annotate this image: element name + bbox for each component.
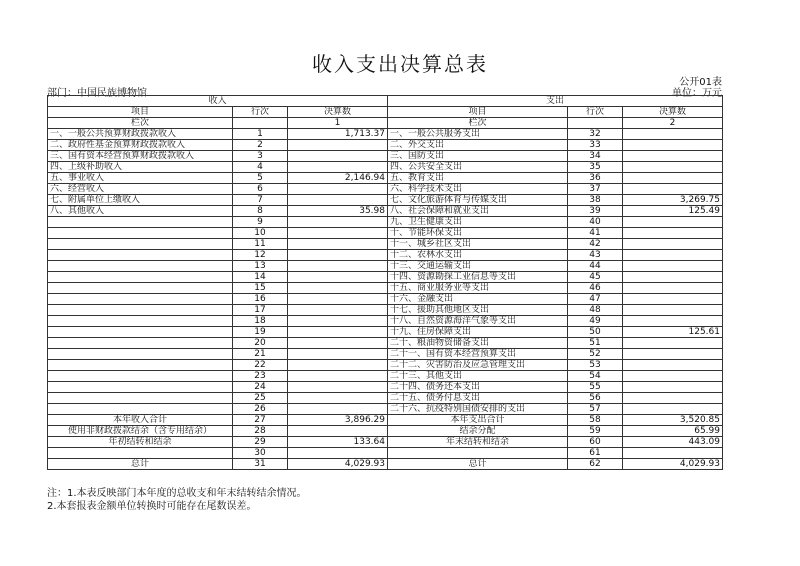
- income-line-cell: 7: [233, 195, 288, 206]
- income-line-header: 行次: [233, 107, 288, 118]
- income-amount-cell: [288, 382, 388, 393]
- expense-item-cell: 十四、资源勘探工业信息等支出: [388, 272, 568, 283]
- expense-item-cell: [388, 448, 568, 459]
- income-amount-cell: [288, 316, 388, 327]
- expense-line-cell: 32: [568, 129, 623, 140]
- income-line-cell: 15: [233, 283, 288, 294]
- income-item-cell: 五、事业收入: [48, 173, 233, 184]
- expense-line-cell: 43: [568, 250, 623, 261]
- expense-item-cell: 七、文化旅游体育与传媒支出: [388, 195, 568, 206]
- income-line-cell: 29: [233, 437, 288, 448]
- header-row-lanci: [48, 118, 723, 129]
- income-line-cell: 18: [233, 316, 288, 327]
- expense-amount-cell: 4,029.93: [623, 459, 723, 470]
- income-item-cell: [48, 228, 233, 239]
- expense-amount-cell: 65.99: [623, 426, 723, 437]
- expense-item-cell: 十五、商业服务业等支出: [388, 283, 568, 294]
- expense-item-cell: 二十六、抗疫特别国债安排的支出: [388, 404, 568, 415]
- income-amount-cell: [288, 272, 388, 283]
- expense-item-cell: 二十三、其他支出: [388, 371, 568, 382]
- income-amount-cell: [288, 393, 388, 404]
- expense-amount-cell: [623, 250, 723, 261]
- table-row: [48, 184, 723, 195]
- table-row: [48, 338, 723, 349]
- expense-line-cell: 51: [568, 338, 623, 349]
- expense-amount-cell: [623, 294, 723, 305]
- table-row: [48, 327, 723, 338]
- expense-line-cell: 45: [568, 272, 623, 283]
- expense-amount-cell: [623, 217, 723, 228]
- income-item-cell: [48, 360, 233, 371]
- income-item-cell: [48, 239, 233, 250]
- income-item-cell: [48, 349, 233, 360]
- income-amount-cell: [288, 195, 388, 206]
- summary-row: [48, 415, 723, 426]
- expense-line-cell: 62: [568, 459, 623, 470]
- table-row: [48, 316, 723, 327]
- income-line-cell: 6: [233, 184, 288, 195]
- income-line-cell: 17: [233, 305, 288, 316]
- expense-item-cell: 总计: [388, 459, 568, 470]
- expense-amount-cell: 3,269.75: [623, 195, 723, 206]
- expense-line-cell: 33: [568, 140, 623, 151]
- expense-line-cell: 47: [568, 294, 623, 305]
- income-item-cell: 八、其他收入: [48, 206, 233, 217]
- expense-item-cell: 一、一般公共服务支出: [388, 129, 568, 140]
- income-item-cell: [48, 283, 233, 294]
- income-item-cell: [48, 305, 233, 316]
- expense-item-cell: 十、节能环保支出: [388, 228, 568, 239]
- expense-item-cell: 十七、援助其他地区支出: [388, 305, 568, 316]
- report-title: 收入支出决算总表: [312, 52, 488, 76]
- expense-line-cell: 44: [568, 261, 623, 272]
- expense-item-cell: 九、卫生健康支出: [388, 217, 568, 228]
- table-row: [48, 360, 723, 371]
- income-amount-cell: [288, 338, 388, 349]
- income-item-cell: 三、国有资本经营预算财政拨款收入: [48, 151, 233, 162]
- expense-amount-cell: [623, 151, 723, 162]
- expense-line-cell: 61: [568, 448, 623, 459]
- table-row: [48, 140, 723, 151]
- expense-amount-cell: [623, 228, 723, 239]
- income-amount-cell: 3,896.29: [288, 415, 388, 426]
- income-item-cell: [48, 448, 233, 459]
- income-amount-cell: [288, 261, 388, 272]
- expense-line-cell: 37: [568, 184, 623, 195]
- income-item-cell: [48, 294, 233, 305]
- income-line-cell: 8: [233, 206, 288, 217]
- income-item-cell: [48, 338, 233, 349]
- expense-item-cell: 四、公共安全支出: [388, 162, 568, 173]
- income-amount-cell: [288, 250, 388, 261]
- income-amount-cell: [288, 162, 388, 173]
- income-line-cell: 12: [233, 250, 288, 261]
- income-line-cell: 30: [233, 448, 288, 459]
- income-amount-cell: [288, 404, 388, 415]
- table-row: [48, 305, 723, 316]
- expense-line-cell: 59: [568, 426, 623, 437]
- income-item-cell: [48, 250, 233, 261]
- income-col-number: 1: [288, 118, 388, 129]
- income-item-cell: [48, 382, 233, 393]
- expense-item-cell: 十一、城乡社区支出: [388, 239, 568, 250]
- income-line-cell: 14: [233, 272, 288, 283]
- income-item-cell: [48, 217, 233, 228]
- income-amount-header: 决算数: [288, 107, 388, 118]
- income-line-cell: 16: [233, 294, 288, 305]
- income-item-cell: [48, 371, 233, 382]
- income-line-cell: 23: [233, 371, 288, 382]
- income-line-cell: 27: [233, 415, 288, 426]
- table-row: [48, 239, 723, 250]
- expense-line-cell: 41: [568, 228, 623, 239]
- expense-line-cell: 57: [568, 404, 623, 415]
- expense-lanci-label: 栏次: [388, 118, 568, 129]
- expense-amount-cell: [623, 316, 723, 327]
- expense-item-cell: 二十四、债务还本支出: [388, 382, 568, 393]
- income-amount-cell: [288, 371, 388, 382]
- income-lanci-blank: [233, 118, 288, 129]
- header-row-sections: [48, 96, 723, 107]
- expense-amount-cell: [623, 239, 723, 250]
- expense-line-cell: 34: [568, 151, 623, 162]
- table-row: [48, 195, 723, 206]
- income-amount-cell: [288, 151, 388, 162]
- expense-amount-cell: [623, 129, 723, 140]
- summary-row: [48, 437, 723, 448]
- expense-item-cell: 结余分配: [388, 426, 568, 437]
- income-line-cell: 9: [233, 217, 288, 228]
- income-amount-cell: [288, 140, 388, 151]
- expense-item-cell: 二十二、灾害防治及应急管理支出: [388, 360, 568, 371]
- income-line-cell: 2: [233, 140, 288, 151]
- income-amount-cell: 1,713.37: [288, 129, 388, 140]
- expense-amount-cell: 125.49: [623, 206, 723, 217]
- income-amount-cell: [288, 294, 388, 305]
- income-line-cell: 13: [233, 261, 288, 272]
- income-amount-cell: [288, 283, 388, 294]
- summary-row: [48, 448, 723, 459]
- income-item-cell: 七、附属单位上缴收入: [48, 195, 233, 206]
- expense-line-cell: 36: [568, 173, 623, 184]
- footnotes: [47, 487, 307, 513]
- expense-line-cell: 52: [568, 349, 623, 360]
- income-line-cell: 11: [233, 239, 288, 250]
- income-item-cell: 一、一般公共预算财政拨款收入: [48, 129, 233, 140]
- expense-item-cell: 本年支出合计: [388, 415, 568, 426]
- expense-item-cell: 二十一、国有资本经营预算支出: [388, 349, 568, 360]
- table-row: [48, 162, 723, 173]
- table-row: [48, 228, 723, 239]
- table-row: [48, 173, 723, 184]
- expense-item-cell: 二十五、债务付息支出: [388, 393, 568, 404]
- income-line-cell: 19: [233, 327, 288, 338]
- expense-item-cell: 五、教育支出: [388, 173, 568, 184]
- expense-amount-cell: 443.09: [623, 437, 723, 448]
- income-line-cell: 22: [233, 360, 288, 371]
- table-row: [48, 404, 723, 415]
- table-row: [48, 129, 723, 140]
- income-item-cell: 年初结转和结余: [48, 437, 233, 448]
- income-item-cell: [48, 393, 233, 404]
- table-row: [48, 151, 723, 162]
- expense-line-cell: 39: [568, 206, 623, 217]
- expense-amount-cell: [623, 349, 723, 360]
- income-line-cell: 25: [233, 393, 288, 404]
- expense-item-cell: 年末结转和结余: [388, 437, 568, 448]
- income-item-cell: 二、政府性基金预算财政拨款收入: [48, 140, 233, 151]
- expense-item-cell: 二、外交支出: [388, 140, 568, 151]
- summary-row: [48, 459, 723, 470]
- expense-amount-cell: [623, 448, 723, 459]
- table-row: [48, 393, 723, 404]
- expense-line-cell: 40: [568, 217, 623, 228]
- summary-row: [48, 426, 723, 437]
- expense-line-cell: 54: [568, 371, 623, 382]
- footnote-1: 注：1.本表反映部门本年度的总收支和年末结转结余情况。: [47, 488, 307, 499]
- income-amount-cell: 133.64: [288, 437, 388, 448]
- income-amount-cell: [288, 239, 388, 250]
- expense-item-cell: 十二、农林水支出: [388, 250, 568, 261]
- income-amount-cell: [288, 327, 388, 338]
- expense-lanci-blank: [568, 118, 623, 129]
- income-amount-cell: [288, 228, 388, 239]
- income-item-cell: [48, 404, 233, 415]
- header-row-columns: [48, 107, 723, 118]
- expense-amount-cell: [623, 360, 723, 371]
- income-line-cell: 28: [233, 426, 288, 437]
- expense-col-number: 2: [623, 118, 723, 129]
- expense-line-cell: 55: [568, 382, 623, 393]
- income-line-cell: 20: [233, 338, 288, 349]
- income-item-cell: 总计: [48, 459, 233, 470]
- expense-line-cell: 48: [568, 305, 623, 316]
- expense-line-cell: 49: [568, 316, 623, 327]
- income-item-header: 项目: [48, 107, 233, 118]
- table-row: [48, 206, 723, 217]
- income-line-cell: 21: [233, 349, 288, 360]
- income-amount-cell: 2,146.94: [288, 173, 388, 184]
- income-item-cell: [48, 261, 233, 272]
- expense-item-cell: 二十、粮油物资储备支出: [388, 338, 568, 349]
- income-amount-cell: [288, 305, 388, 316]
- table-row: [48, 294, 723, 305]
- income-amount-cell: [288, 349, 388, 360]
- income-amount-cell: 35.98: [288, 206, 388, 217]
- income-item-cell: [48, 272, 233, 283]
- expense-item-cell: 十六、金融支出: [388, 294, 568, 305]
- expense-amount-cell: [623, 162, 723, 173]
- income-item-cell: 使用非财政拨款结余（含专用结余）: [48, 426, 233, 437]
- income-item-cell: [48, 316, 233, 327]
- table-row: [48, 283, 723, 294]
- income-amount-cell: [288, 360, 388, 371]
- expense-item-cell: 十三、交通运输支出: [388, 261, 568, 272]
- income-section-header: 收入: [48, 96, 388, 107]
- table-row: [48, 272, 723, 283]
- expense-line-header: 行次: [568, 107, 623, 118]
- expense-line-cell: 53: [568, 360, 623, 371]
- income-line-cell: 26: [233, 404, 288, 415]
- expense-amount-cell: [623, 382, 723, 393]
- income-line-cell: 5: [233, 173, 288, 184]
- expense-item-cell: 三、国防支出: [388, 151, 568, 162]
- income-line-cell: 4: [233, 162, 288, 173]
- expense-item-cell: 十九、住房保障支出: [388, 327, 568, 338]
- income-item-cell: 本年收入合计: [48, 415, 233, 426]
- expense-item-cell: 六、科学技术支出: [388, 184, 568, 195]
- table-row: [48, 371, 723, 382]
- expense-amount-cell: [623, 371, 723, 382]
- expense-line-cell: 38: [568, 195, 623, 206]
- expense-section-header: 支出: [388, 96, 723, 107]
- expense-amount-header: 决算数: [623, 107, 723, 118]
- footnote-2: 2.本套报表金额单位转换时可能存在尾数误差。: [47, 501, 257, 512]
- income-line-cell: 24: [233, 382, 288, 393]
- expense-line-cell: 56: [568, 393, 623, 404]
- income-expense-table: [47, 95, 723, 470]
- table-row: [48, 261, 723, 272]
- expense-amount-cell: [623, 393, 723, 404]
- form-code: 公开01表: [679, 77, 722, 88]
- income-line-cell: 3: [233, 151, 288, 162]
- expense-item-cell: 八、社会保障和就业支出: [388, 206, 568, 217]
- table-row: [48, 382, 723, 393]
- expense-line-cell: 42: [568, 239, 623, 250]
- table-row: [48, 349, 723, 360]
- expense-line-cell: 35: [568, 162, 623, 173]
- income-amount-cell: [288, 426, 388, 437]
- expense-amount-cell: [623, 261, 723, 272]
- income-amount-cell: [288, 217, 388, 228]
- income-lanci-label: 栏次: [48, 118, 233, 129]
- income-amount-cell: 4,029.93: [288, 459, 388, 470]
- expense-amount-cell: 125.61: [623, 327, 723, 338]
- income-amount-cell: [288, 448, 388, 459]
- table-row: [48, 217, 723, 228]
- expense-item-cell: 十八、自然资源海洋气象等支出: [388, 316, 568, 327]
- income-amount-cell: [288, 184, 388, 195]
- income-item-cell: 六、经营收入: [48, 184, 233, 195]
- income-item-cell: 四、上级补助收入: [48, 162, 233, 173]
- expense-amount-cell: [623, 404, 723, 415]
- table-row: [48, 250, 723, 261]
- expense-amount-cell: [623, 140, 723, 151]
- expense-amount-cell: [623, 305, 723, 316]
- expense-line-cell: 50: [568, 327, 623, 338]
- income-line-cell: 10: [233, 228, 288, 239]
- income-line-cell: 31: [233, 459, 288, 470]
- expense-amount-cell: 3,520.85: [623, 415, 723, 426]
- expense-amount-cell: [623, 283, 723, 294]
- income-line-cell: 1: [233, 129, 288, 140]
- expense-line-cell: 60: [568, 437, 623, 448]
- expense-amount-cell: [623, 272, 723, 283]
- income-item-cell: [48, 327, 233, 338]
- expense-amount-cell: [623, 173, 723, 184]
- expense-item-header: 项目: [388, 107, 568, 118]
- expense-amount-cell: [623, 338, 723, 349]
- expense-amount-cell: [623, 184, 723, 195]
- expense-line-cell: 58: [568, 415, 623, 426]
- department-label: 部门：中国民族博物馆: [47, 88, 147, 99]
- expense-line-cell: 46: [568, 283, 623, 294]
- unit-label: 单位：万元: [672, 88, 722, 99]
